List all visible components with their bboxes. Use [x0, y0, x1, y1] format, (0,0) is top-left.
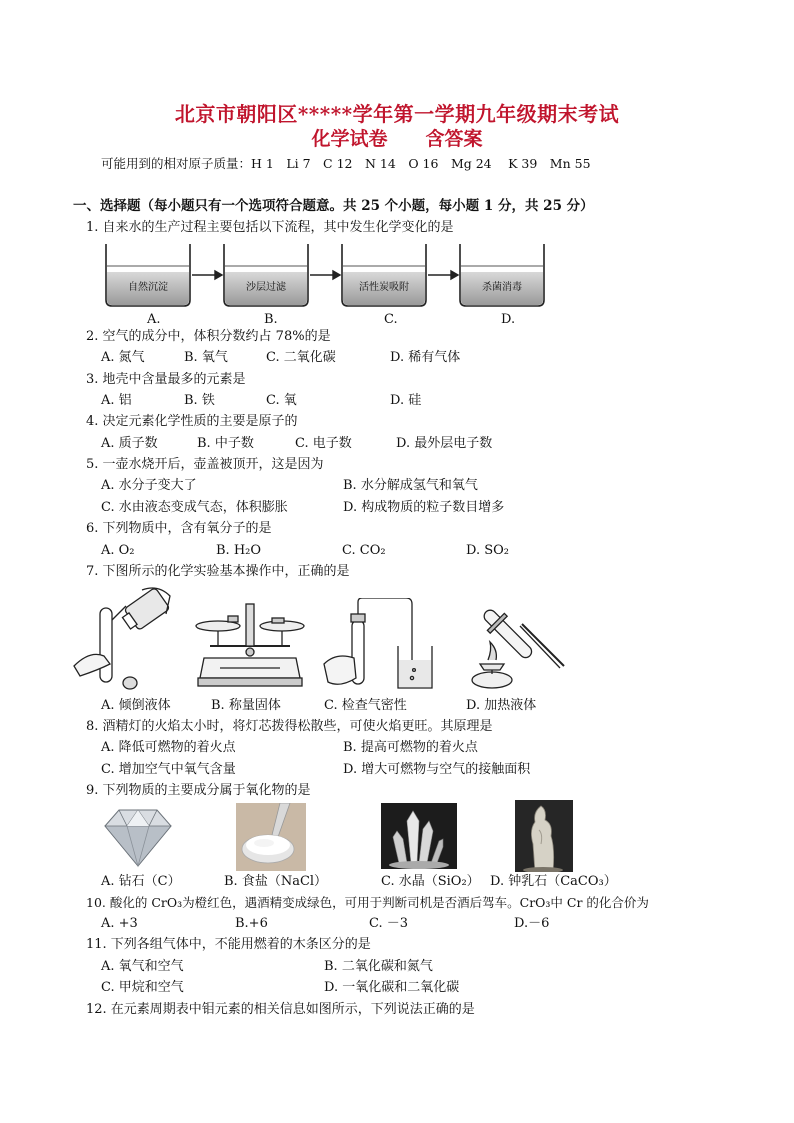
exam-title: 北京市朝阳区*****学年第一学期九年级期末考试	[174, 102, 620, 126]
atomic-masses: 可能用到的相对原子质量：H 1 Li 7 C 12 N 14 O 16 Mg 24 K 39 Mn 55	[101, 156, 591, 171]
water-process-diagram	[103, 242, 585, 310]
q9-option-a: A. 钻石（C）	[101, 874, 181, 889]
q2-option-c: C. 二氧化碳	[266, 350, 336, 365]
q10-option-b: B.+6	[235, 916, 268, 931]
exam-subtitle	[0, 124, 794, 151]
flame	[488, 642, 496, 660]
q1-label-c: C.	[384, 312, 398, 327]
q10-stem: 10. 酸化的 CrO₃为橙红色，遇酒精变成绿色，可用于判断司机是否酒后驾车。CrO₃中 Cr 的化合价为	[86, 895, 649, 910]
q1-label-a: A.	[147, 312, 161, 327]
q4-option-a: A. 质子数	[101, 436, 158, 451]
q7-option-b: B. 称量固体	[211, 698, 281, 713]
q8-option-d: D. 增大可燃物与空气的接触面积	[343, 762, 531, 777]
q7-stem: 7. 下图所示的化学实验基本操作中，正确的是	[86, 564, 350, 579]
step-c-label: 活性炭吸附	[359, 282, 409, 293]
pouring-liquid-figure	[70, 586, 180, 694]
tank-filtration	[224, 244, 308, 306]
heating-liquid-figure	[470, 596, 570, 694]
step-a-label: 自然沉淀	[128, 282, 168, 293]
quartz-crystal-image	[381, 803, 457, 869]
step-b-label: 沙层过滤	[246, 282, 286, 293]
balance-figure	[190, 600, 310, 692]
q6-option-d: D. SO₂	[466, 543, 509, 558]
diamond-image	[101, 808, 175, 868]
section-heading: 一、选择题（每小题只有一个选项符合题意。共 25 个小题，每小题 1 分，共 25 分）	[73, 198, 594, 214]
q5-stem: 5. 一壶水烧开后，壶盖被顶开，这是因为	[86, 457, 324, 472]
step-d-label: 杀菌消毒	[482, 282, 522, 293]
q4-option-c: C. 电子数	[295, 436, 352, 451]
q5-option-a: A. 水分子变大了	[101, 478, 197, 493]
q6-stem: 6. 下列物质中，含有氧分子的是	[86, 521, 272, 536]
q6-option-a: A. O₂	[101, 543, 135, 558]
q1-label-b: B.	[264, 312, 278, 327]
q8-option-a: A. 降低可燃物的着火点	[101, 740, 236, 755]
q8-option-b: B. 提高可燃物的着火点	[343, 740, 478, 755]
q2-option-a: A. 氮气	[101, 350, 145, 365]
q8-stem: 8. 酒精灯的火焰太小时，将灯芯拨得松散些，可使火焰更旺。其原理是	[86, 719, 493, 734]
bottle-stopper	[123, 677, 137, 689]
q9-option-b: B. 食盐（NaCl）	[224, 874, 328, 889]
salt-image	[236, 803, 306, 871]
tank-disinfection	[460, 244, 544, 306]
q3-option-c: C. 氧	[266, 393, 297, 408]
q11-option-a: A. 氧气和空气	[101, 959, 184, 974]
stalactite-image	[515, 800, 573, 872]
hand	[324, 656, 356, 684]
subtitle-paper: 化学试卷	[311, 128, 388, 150]
heated-tube	[482, 608, 534, 660]
q4-stem: 4. 决定元素化学性质的主要是原子的	[86, 414, 298, 429]
q3-option-a: A. 铝	[101, 393, 132, 408]
q10-option-a: A. +3	[101, 916, 138, 931]
q7-option-c: C. 检查气密性	[324, 698, 407, 713]
q3-option-b: B. 铁	[184, 393, 215, 408]
tank-sedimentation	[106, 244, 190, 306]
q8-option-c: C. 增加空气中氧气含量	[101, 762, 236, 777]
q1-label-d: D.	[501, 312, 516, 327]
tank-adsorption	[342, 244, 426, 306]
q9-option-d: D. 钟乳石（CaCO₃）	[490, 874, 617, 889]
q11-option-b: B. 二氧化碳和氮气	[324, 959, 433, 974]
q4-option-d: D. 最外层电子数	[396, 436, 493, 451]
q4-option-b: B. 中子数	[197, 436, 254, 451]
q9-stem: 9. 下列物质的主要成分属于氧化物的是	[86, 783, 311, 798]
q6-option-b: B. H₂O	[216, 543, 262, 558]
q1-stem: 1. 自来水的生产过程主要包括以下流程，其中发生化学变化的是	[86, 220, 454, 235]
test-tube	[100, 608, 112, 682]
q11-stem: 11. 下列各组气体中，不能用燃着的木条区分的是	[86, 937, 371, 952]
q3-option-d: D. 硅	[390, 393, 422, 408]
q2-stem: 2. 空气的成分中，体积分数约占 78%的是	[86, 329, 331, 344]
q7-option-d: D. 加热液体	[466, 698, 537, 713]
q10-option-d: D.－6	[514, 916, 550, 931]
q7-option-a: A. 倾倒液体	[101, 698, 171, 713]
q2-option-d: D. 稀有气体	[390, 350, 461, 365]
q11-option-c: C. 甲烷和空气	[101, 980, 184, 995]
hand	[74, 654, 110, 676]
q3-stem: 3. 地壳中含量最多的元素是	[86, 372, 246, 387]
q12-stem: 12. 在元素周期表中钼元素的相关信息如图所示，下列说法正确的是	[86, 1002, 475, 1017]
airtightness-figure	[320, 598, 446, 696]
alcohol-lamp	[472, 672, 512, 688]
q9-option-c: C. 水晶（SiO₂）	[381, 874, 480, 889]
q11-option-d: D. 一氧化碳和二氧化碳	[324, 980, 460, 995]
q5-option-d: D. 构成物质的粒子数目增多	[343, 500, 505, 515]
q5-option-b: B. 水分解成氢气和氧气	[343, 478, 478, 493]
q10-option-c: C. －3	[369, 916, 409, 931]
subtitle-answers: 含答案	[425, 128, 483, 150]
q2-option-b: B. 氧气	[184, 350, 228, 365]
q5-option-c: C. 水由液态变成气态，体积膨胀	[101, 500, 288, 515]
q6-option-c: C. CO₂	[342, 543, 386, 558]
